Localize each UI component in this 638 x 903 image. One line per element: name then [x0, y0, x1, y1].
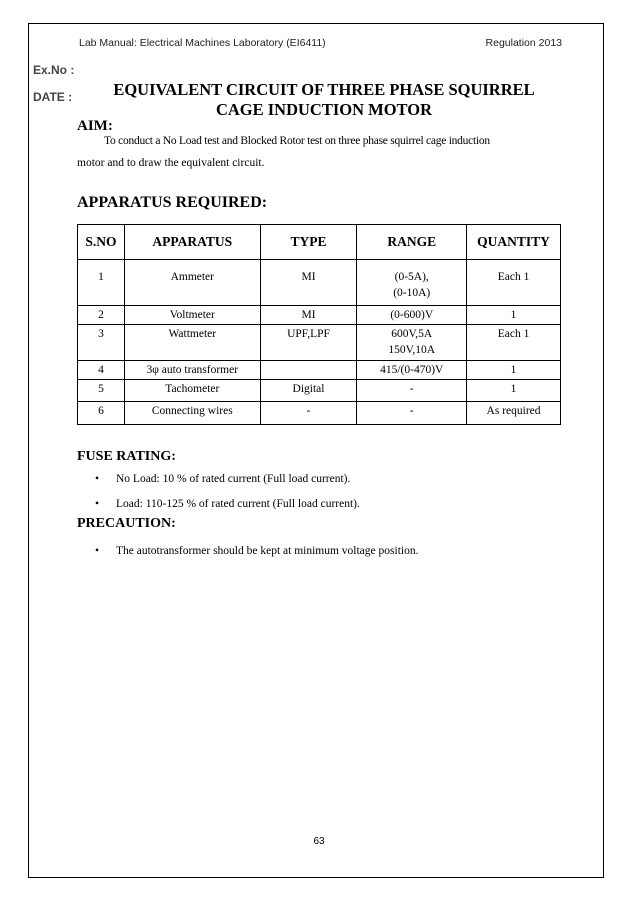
page-number: 63 [313, 836, 325, 847]
table-row [78, 402, 561, 425]
fuse-rating-heading: FUSE RATING: [77, 449, 176, 464]
cell-quantity: As required [467, 402, 561, 425]
header-right: Regulation 2013 [485, 37, 562, 49]
cell-range-line: - [409, 405, 414, 417]
list-item-text: Load: 110-125 % of rated current (Full load current). [116, 498, 360, 510]
cell-type: UPF,LPF [260, 325, 357, 361]
aim-heading: AIM: [77, 118, 113, 134]
title-line-1: EQUIVALENT CIRCUIT OF THREE PHASE SQUIRREL [113, 80, 535, 99]
cell-quantity: 1 [467, 361, 561, 380]
cell-quantity: Each 1 [467, 325, 561, 361]
cell-range-line: (0-5A), [394, 271, 429, 283]
apparatus-heading: APPARATUS REQUIRED: [77, 194, 268, 211]
title-line-2: CAGE INDUCTION MOTOR [215, 100, 433, 119]
precaution-heading: PRECAUTION: [77, 516, 176, 531]
cell-apparatus: Tachometer [124, 380, 260, 402]
bullet-icon: • [95, 545, 100, 557]
cell-range-line: 600V,5A [391, 328, 433, 340]
table-row [78, 325, 561, 361]
column-header: TYPE [260, 225, 357, 260]
cell-sno: 1 [78, 260, 125, 306]
date-label: DATE : [33, 90, 73, 104]
cell-sno: 4 [78, 361, 125, 380]
column-header: APPARATUS [124, 225, 260, 260]
cell-apparatus: 3φ auto transformer [124, 361, 260, 380]
cell-sno: 6 [78, 402, 125, 425]
table-row [78, 260, 561, 306]
precaution-list [95, 544, 418, 569]
bullet-icon: • [95, 498, 100, 510]
column-header: S.NO [78, 225, 125, 260]
cell-type: Digital [260, 380, 357, 402]
cell-quantity: 1 [467, 380, 561, 402]
page-title [64, 80, 584, 120]
exno-label: Ex.No : [33, 63, 75, 77]
page-header [79, 37, 562, 49]
cell-range-line: 150V,10A [388, 344, 436, 356]
fuse-rating-list [95, 472, 360, 522]
cell-type: MI [260, 306, 357, 325]
cell-apparatus: Connecting wires [124, 402, 260, 425]
table-row [78, 380, 561, 402]
cell-sno: 2 [78, 306, 125, 325]
cell-range-line: (0-10A) [393, 287, 431, 299]
cell-range [357, 380, 467, 402]
cell-type [260, 361, 357, 380]
cell-quantity: Each 1 [467, 260, 561, 306]
cell-sno: 3 [78, 325, 125, 361]
apparatus-table [77, 224, 561, 425]
cell-apparatus: Voltmeter [124, 306, 260, 325]
table-row [78, 306, 561, 325]
cell-range-line: - [409, 383, 414, 395]
list-item-text: No Load: 10 % of rated current (Full load current). [116, 473, 351, 485]
cell-quantity: 1 [467, 306, 561, 325]
list-item [95, 472, 360, 497]
table-row [78, 361, 561, 380]
cell-range [357, 402, 467, 425]
cell-range-line: 415/(0-470)V [380, 364, 444, 376]
aim-text-line-1: To conduct a No Load test and Blocked Rotor test on three phase squirrel cage induction [104, 135, 490, 147]
cell-type: MI [260, 260, 357, 306]
aim-text-line-2: motor and to draw the equivalent circuit. [77, 157, 265, 169]
cell-range [357, 361, 467, 380]
cell-range [357, 260, 467, 306]
column-header: RANGE [357, 225, 467, 260]
column-header: QUANTITY [467, 225, 561, 260]
list-item-text: The autotransformer should be kept at minimum voltage position. [116, 545, 419, 557]
bullet-icon: • [95, 473, 100, 485]
cell-range [357, 325, 467, 361]
cell-sno: 5 [78, 380, 125, 402]
cell-range-line: (0-600)V [390, 309, 434, 321]
list-item [95, 544, 418, 569]
cell-type: - [260, 402, 357, 425]
header-left: Lab Manual: Electrical Machines Laboratory (EI6411) [79, 37, 326, 49]
cell-range [357, 306, 467, 325]
cell-apparatus: Wattmeter [124, 325, 260, 361]
cell-apparatus: Ammeter [124, 260, 260, 306]
table-header-row [78, 225, 561, 260]
